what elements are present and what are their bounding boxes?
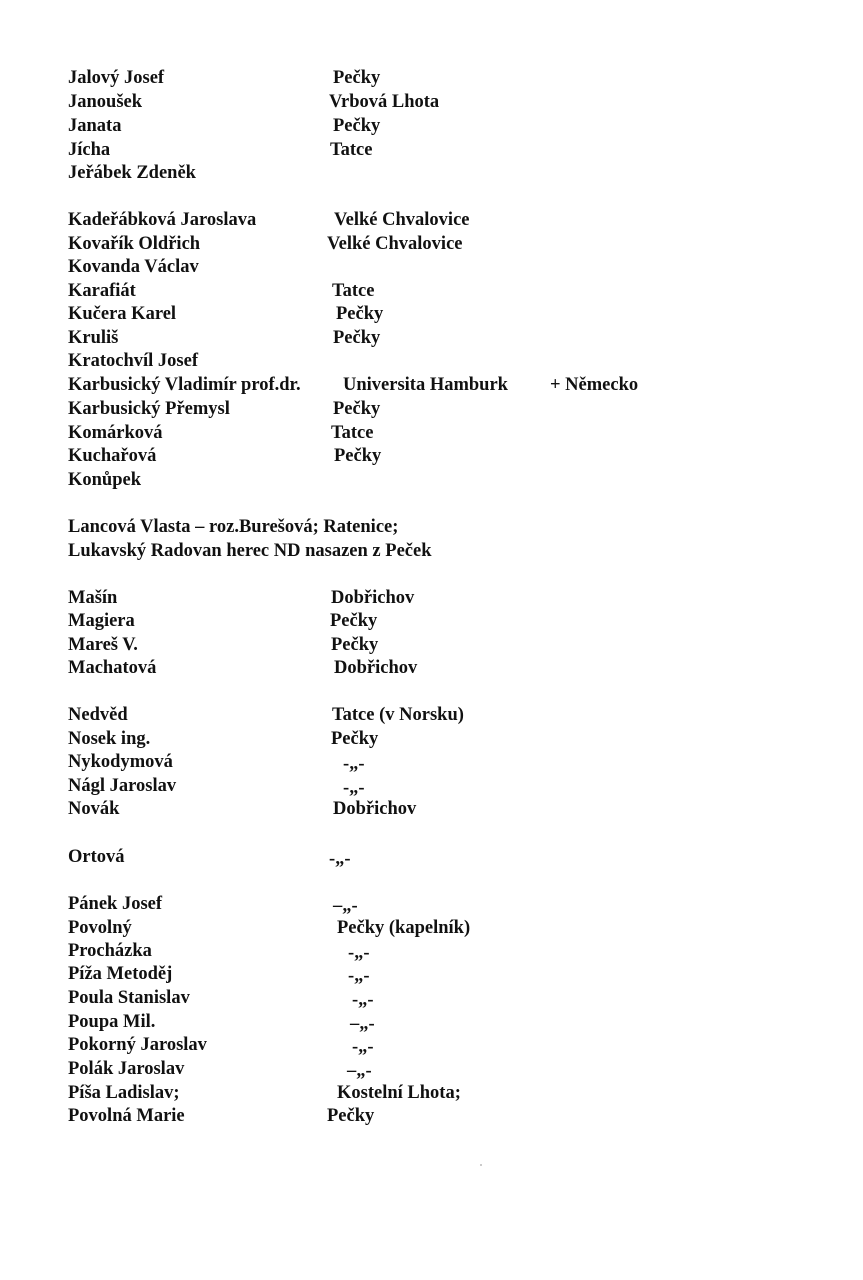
entry-place: Tatce bbox=[330, 140, 373, 160]
entry-name: Machatová bbox=[68, 658, 157, 678]
entry-place: Universita Hamburk bbox=[343, 375, 508, 395]
entry-place: Pečky (kapelník) bbox=[337, 918, 471, 938]
entry-place: -„- bbox=[352, 990, 374, 1010]
entry-place: Pečky bbox=[333, 399, 381, 419]
entry-name: Kuchařová bbox=[68, 446, 157, 466]
entry-name: Jalový Josef bbox=[68, 68, 165, 88]
entry-name: Janata bbox=[68, 116, 122, 136]
entry-name: Píša Ladislav; bbox=[68, 1083, 180, 1103]
entry-extra: + Německo bbox=[550, 375, 639, 395]
entry-place: Dobřichov bbox=[331, 588, 415, 608]
entry-place: Tatce (v Norsku) bbox=[332, 705, 464, 725]
entry-name: Ortová bbox=[68, 847, 125, 867]
entry-name: Polák Jaroslav bbox=[68, 1059, 185, 1079]
entry-place: Vrbová Lhota bbox=[329, 92, 440, 112]
entry-place: -„- bbox=[343, 754, 365, 774]
entry-name: Kučera Karel bbox=[68, 304, 177, 324]
entry-name: Povolný bbox=[68, 918, 132, 938]
entry-name: Komárková bbox=[68, 423, 163, 443]
entry-name: Nedvěd bbox=[68, 705, 128, 725]
entry-name: Mareš V. bbox=[68, 635, 138, 655]
entry-place: Pečky bbox=[333, 328, 381, 348]
entry-name: Poupa Mil. bbox=[68, 1012, 156, 1032]
entry-place: Velké Chvalovice bbox=[334, 210, 470, 230]
entry-place: Dobřichov bbox=[333, 799, 417, 819]
entry-name: Kratochvíl Josef bbox=[68, 351, 198, 371]
entry-place: Velké Chvalovice bbox=[327, 234, 463, 254]
entry-place: Pečky bbox=[331, 635, 379, 655]
entry-name: Mašín bbox=[68, 588, 118, 608]
entry-name: Karbusický Vladimír prof.dr. bbox=[68, 375, 301, 395]
entry-name: Magiera bbox=[68, 611, 135, 631]
entry-place: -„- bbox=[329, 849, 351, 869]
entry-name: Karbusický Přemysl bbox=[68, 399, 230, 419]
entry-name: Pánek Josef bbox=[68, 894, 163, 914]
entry-name: Janoušek bbox=[68, 92, 143, 112]
entry-place: –„- bbox=[333, 896, 358, 916]
entry-name: Jeřábek Zdeněk bbox=[68, 163, 196, 183]
entry-name: Poula Stanislav bbox=[68, 988, 190, 1008]
entry-name: Jícha bbox=[68, 140, 111, 160]
entry-place: Pečky bbox=[327, 1106, 375, 1126]
entry-line: Lukavský Radovan herec ND nasazen z Peček bbox=[68, 541, 432, 561]
entry-place: –„- bbox=[350, 1014, 375, 1034]
entry-name: Konůpek bbox=[68, 470, 142, 490]
entry-place: –„- bbox=[347, 1061, 372, 1081]
entry-place: -„- bbox=[348, 943, 370, 963]
entry-name: Kadeřábková Jaroslava bbox=[68, 210, 257, 230]
entry-place: Pečky bbox=[333, 68, 381, 88]
entry-name: Nykodymová bbox=[68, 752, 173, 772]
entry-place: Kostelní Lhota; bbox=[337, 1083, 461, 1103]
entry-place: Pečky bbox=[331, 729, 379, 749]
entry-place: Pečky bbox=[330, 611, 378, 631]
entry-name: Novák bbox=[68, 799, 120, 819]
entry-place: Tatce bbox=[331, 423, 374, 443]
entry-name: Karafiát bbox=[68, 281, 136, 301]
scan-speck bbox=[480, 1164, 482, 1166]
entry-place: -„- bbox=[352, 1037, 374, 1057]
entry-place: -„- bbox=[343, 778, 365, 798]
entry-name: Píža Metoděj bbox=[68, 964, 173, 984]
entry-name: Kovanda Václav bbox=[68, 257, 199, 277]
entry-name: Pokorný Jaroslav bbox=[68, 1035, 207, 1055]
entry-place: Dobřichov bbox=[334, 658, 418, 678]
entry-name: Nosek ing. bbox=[68, 729, 151, 749]
entry-line: Lancová Vlasta – roz.Burešová; Ratenice; bbox=[68, 517, 399, 537]
entry-place: Pečky bbox=[333, 116, 381, 136]
entry-name: Procházka bbox=[68, 941, 152, 961]
entry-name: Kovařík Oldřich bbox=[68, 234, 201, 254]
entry-name: Povolná Marie bbox=[68, 1106, 185, 1126]
entry-place: Pečky bbox=[336, 304, 384, 324]
entry-name: Nágl Jaroslav bbox=[68, 776, 177, 796]
entry-name: Kruliš bbox=[68, 328, 119, 348]
entry-place: Tatce bbox=[332, 281, 375, 301]
entry-place: Pečky bbox=[334, 446, 382, 466]
entry-place: -„- bbox=[348, 966, 370, 986]
